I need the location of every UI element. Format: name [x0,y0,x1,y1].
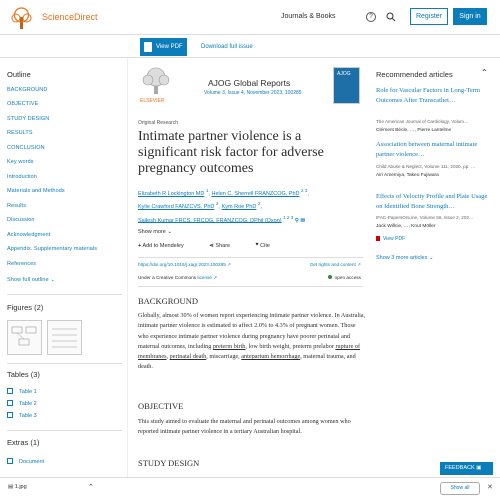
person-icon[interactable]: ⚲ [294,217,299,224]
share-icon: ⋖ [209,243,214,249]
file-icon: ▤ [8,484,14,490]
tables-title: Tables (3) [7,370,40,379]
extra-document-label: Document [19,459,45,465]
elsevier-publisher-logo[interactable] [138,66,174,102]
author-sup: 1 [205,188,209,193]
outline-item-key-words[interactable]: Key words [7,159,34,165]
background-paragraph [138,311,366,373]
recommended-meta-1: The American Journal of Cardiology, Volum… [376,119,469,124]
figure-image-icon [8,321,41,354]
extra-document-link[interactable] [7,458,44,465]
add-mendeley-label: Add to Mendeley [142,243,184,249]
table-link-3[interactable] [7,412,37,419]
quote-icon: ❞ [255,243,259,249]
brand-name[interactable]: ScienceDirect [42,12,98,22]
add-mendeley-button[interactable] [138,243,196,249]
author-link[interactable]: Elizabeth R Lockington MD [138,190,205,197]
recommended-meta-3: IFAC-PapersOnLine, Volume 56, Issue 2, 202… [376,215,474,220]
external-link-icon: ↗ [213,275,218,280]
table-link-2[interactable] [7,400,37,407]
outline-item-acknowledgment[interactable]: Acknowledgment [7,232,51,238]
publisher-name: ELSEVIER [140,98,165,104]
outline-item-conclusion[interactable]: CONCLUSION [7,145,45,151]
open-access-badge [328,275,361,280]
text: , [166,353,169,361]
elsevier-tree-logo[interactable] [6,7,38,29]
downloaded-file[interactable] [8,484,27,490]
objective-paragraph: This study aimed to evaluate the maternal and perinatal outcomes among women who reported intimate partner violence in a tertiary Australian hospital. [138,418,351,436]
divider [7,363,122,364]
author-sup: 2 [215,201,219,207]
author-link[interactable]: Sailesh Kumar FRCS, FRCOG, FRANZCOG, DPhil (Oxon) [138,217,282,224]
pdf-icon [144,42,152,52]
text: , miscarriage, [206,353,240,361]
license-row [138,275,363,281]
outline-title: Outline [7,70,31,79]
pdf-icon [376,236,380,241]
outline-item-results[interactable]: RESULTS [7,130,33,136]
recommended-article-2[interactable]: Association between maternal intimate partner violence… [376,141,478,158]
outline-item-discussion[interactable]: Discussion [7,217,35,223]
figures-title: Figures (2) [7,303,44,312]
help-icon[interactable]: ? [366,12,376,22]
journal-cover[interactable] [333,67,360,104]
article-type: Original Research [138,120,179,126]
recommended-authors-2: Airi Amemiya, Takeo Fujiwara [376,173,439,178]
rights-label: Get rights and content [309,262,356,267]
action-bar [0,36,500,58]
divider [138,286,363,287]
chevron-up-icon[interactable]: ⌃ [481,68,488,77]
top-bar [0,0,500,35]
term-link[interactable]: antepartum hemorrhage [241,353,301,361]
recommended-view-pdf-label: View PDF [383,236,406,242]
license-link[interactable]: license [197,275,213,280]
doi-link[interactable]: https://doi.org/10.1016/j.xagr.2023.100285 [138,262,226,267]
divider [138,257,363,258]
plus-icon: + [138,243,142,249]
show-full-outline-label: Show full outline [7,277,49,283]
table-link-label: Table 1 [19,389,37,395]
table-icon [7,412,13,418]
table-link-label: Table 3 [19,413,37,419]
article-tools [138,243,363,249]
share-label: Share [215,243,231,249]
author-sup: 2 3 [301,188,308,193]
chevron-down-icon: ⌄ [50,277,56,283]
license-prefix: Under a Creative Commons [138,275,197,280]
outline-sidebar [0,58,128,500]
figure-table-icon [48,321,81,354]
view-pdf-button[interactable]: View PDF [140,38,187,56]
term-link[interactable]: perinatal death [169,353,207,361]
sign-in-button[interactable]: Sign in [453,8,487,25]
text: , low birth weight, preterm prelabor [245,342,334,350]
mail-icon[interactable]: ✉ [300,217,306,224]
section-heading-background: BACKGROUND [138,296,198,306]
feedback-button[interactable] [440,462,493,475]
recommended-meta-2: Child Abuse & Neglect, Volume 111, 2020, pp. … [376,164,476,169]
show-all-button[interactable]: Show all [440,482,480,495]
author-link[interactable]: Kym Roe PhD [221,204,257,211]
recommended-title: Recommended articles [376,70,453,79]
rights-link[interactable]: Get rights and content ↗ [309,262,361,267]
show-more-button[interactable] [138,229,172,235]
cite-button[interactable] [256,243,282,249]
divider [7,294,122,295]
text: , maternal trauma, and death. [138,353,356,371]
document-icon [7,458,13,464]
chevron-down-icon: ⌄ [167,229,172,235]
cite-label: Cite [260,243,270,249]
download-full-issue-link[interactable]: Download full issue [201,44,253,50]
table-icon [7,400,13,406]
journal-cover-title: AJOG [337,71,351,77]
share-button[interactable] [209,243,242,249]
feedback-label: FEEDBACK [445,465,475,471]
open-access-label: open access [334,275,361,280]
outline-item-introduction[interactable]: Introduction [7,174,37,180]
figure-thumbnail-2[interactable] [47,320,82,355]
search-icon[interactable] [386,12,396,22]
extras-title: Extras (1) [7,438,40,447]
show-more-articles-link[interactable] [376,255,434,261]
section-heading-study-design: STUDY DESIGN [138,458,200,468]
section-heading-objective: OBJECTIVE [138,401,184,411]
term-link[interactable]: rupture of membranes [138,342,361,361]
outline-item-study-design[interactable]: STUDY DESIGN [7,116,50,122]
recommended-sidebar [375,58,500,500]
figure-thumbnail-1[interactable] [7,320,42,355]
recommended-authors-1: Clément Bécle, …, Pierre Lantelme [376,128,452,133]
show-more-label: Show more [138,229,166,235]
table-link-label: Table 2 [19,401,37,407]
outline-item-results-2[interactable]: Results [7,203,27,209]
recommended-authors-3: Jack Willcie, …, Knut Möller [376,224,436,229]
table-icon [7,388,13,394]
download-bar [0,477,500,500]
journal-volume[interactable]: Volume 3, Issue 4, November 2023, 100285 [204,90,302,96]
outline-item-objective[interactable]: OBJECTIVE [7,101,39,107]
journal-name[interactable]: AJOG Global Reports [208,78,291,88]
outline-item-appendix[interactable]: Appendix. Supplementary materials [7,246,98,252]
external-link-icon: ↗ [227,262,232,267]
show-full-outline-link[interactable] [7,277,55,283]
show-more-articles-label: Show 3 more articles [376,255,428,261]
outline-item-references[interactable]: References [7,261,37,267]
divider [7,430,122,431]
article-main [138,58,366,500]
recommended-article-3[interactable]: Effects of Velocity Profile and Plate Usage on Identified Bone Strength… [376,193,488,210]
author-sup: 1 2 3 [283,214,294,220]
journals-books-link[interactable]: Journals & Books [281,13,336,20]
article-title: Intimate partner violence is a significant risk factor for adverse pregnancy outcomes [138,129,324,176]
author-link[interactable]: Helen C. Sherrell FRANZCOG, PhD [211,190,300,197]
recommended-article-1[interactable]: Role for Vascular Factors in Long-Term Outcomes After Transcathet… [376,87,480,104]
open-access-dot-icon [328,275,332,279]
doi-row [138,262,363,268]
author-sup: 2 [257,201,261,207]
register-button[interactable]: Register [410,8,448,25]
recommended-view-pdf-link[interactable] [376,236,405,242]
chevron-up-icon[interactable]: ⌃ [88,484,94,491]
outline-item-background[interactable]: BACKGROUND [7,87,48,93]
table-link-1[interactable] [7,388,37,395]
term-link[interactable]: preterm birth [212,342,246,350]
downloaded-file-name: 1.jpg [14,484,27,490]
text: Globally, almost 30% of women report experiencing intimate partner violence. In Australia, intimate partner violence is estimated to affect 2.0% to 4.3% of pregnant women. Those who experience intimate partner violence during pregnancy have poorer perinatal and maternal outcomes, including [138,312,366,350]
chat-icon: ▣ [476,465,482,471]
outline-item-materials-methods[interactable]: Materials and Methods [7,188,65,194]
author-link[interactable]: Kylie Crawford FANZCVS, PhD [138,204,215,211]
chevron-down-icon: ⌄ [428,255,434,261]
author-list: Elizabeth R Lockington MD $^1$, Helen C. Sherrell FRANZCOG, PhD $^{2 3}$, Kylie Crawford FANZCVS, PhD $^2$, Kym Roe PhD $^2$, Sailesh Kumar FRCS, FRCOG, FRANZCOG, DPhil (Oxon) $^{1 2 3}$ ⚲ ✉ [138,188,309,224]
close-icon[interactable]: ✕ [487,484,493,491]
